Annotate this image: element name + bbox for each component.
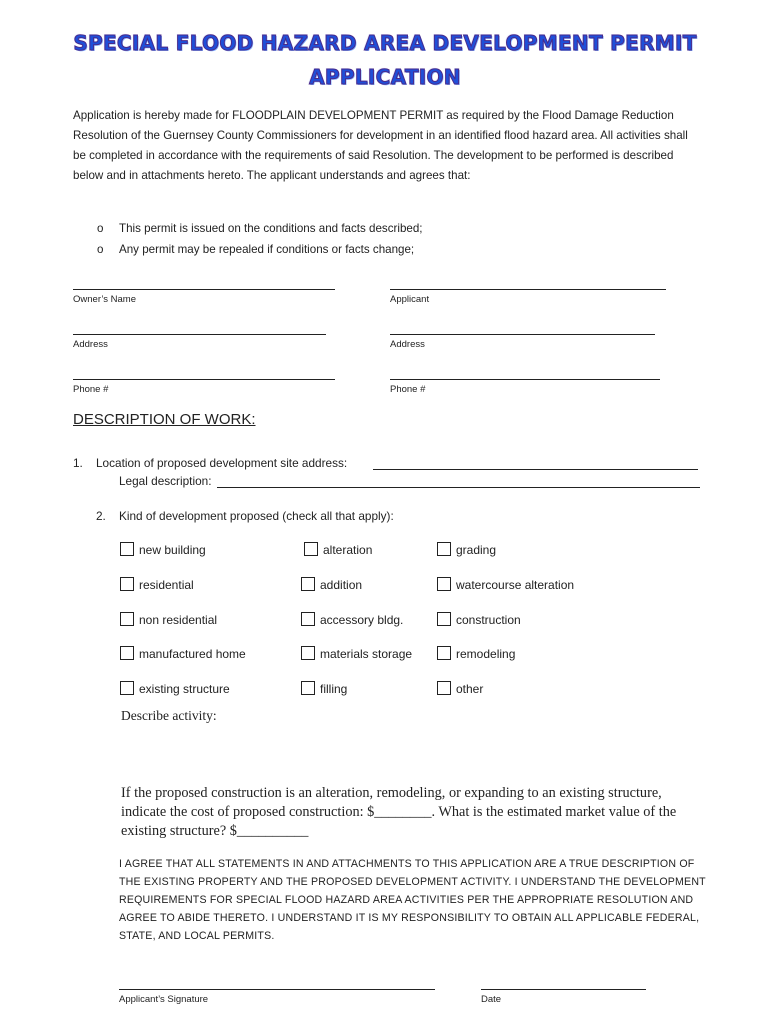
checkbox-remodeling[interactable]: [437, 646, 451, 660]
development-kind-label: Kind of development proposed (check all that apply):: [119, 509, 394, 523]
checkbox-existing-structure[interactable]: [120, 681, 134, 695]
owners-name-label: Owner’s Name: [73, 294, 137, 305]
checkbox-alteration[interactable]: [304, 542, 318, 556]
label-alteration: alteration: [323, 543, 373, 557]
checkbox-addition[interactable]: [301, 577, 315, 591]
cost-question-line1: If the proposed construction is an alteration, remodeling, or expanding to an existing structure,: [121, 785, 662, 801]
applicant-signature-field[interactable]: [119, 989, 435, 990]
label-manufactured-home: manufactured home: [139, 647, 246, 661]
checkbox-watercourse-alteration[interactable]: [437, 577, 451, 591]
checkbox-other[interactable]: [437, 681, 451, 695]
item2-number: 2.: [96, 509, 106, 523]
checkbox-materials-storage[interactable]: [301, 646, 315, 660]
cost-question-line2: indicate the cost of proposed construction: $________. What is the estimated market value of the: [121, 804, 677, 820]
site-address-label: Location of proposed development site address:: [96, 456, 348, 470]
label-addition: addition: [320, 578, 363, 592]
applicant-address-field[interactable]: [390, 334, 655, 335]
condition-text: Any permit may be repealed if conditions or facts change;: [119, 243, 415, 256]
label-non-residential: non residential: [139, 613, 218, 627]
checkbox-new-building[interactable]: [120, 542, 134, 556]
legal-description-field[interactable]: [217, 487, 700, 488]
label-other: other: [456, 682, 484, 696]
checkbox-non-residential[interactable]: [120, 612, 134, 626]
label-existing-structure: existing structure: [139, 682, 230, 696]
date-label: Date: [481, 994, 502, 1005]
bullet-mark: o: [97, 243, 104, 256]
owner-address-field[interactable]: [73, 334, 326, 335]
applicant-field[interactable]: [390, 289, 666, 290]
label-grading: grading: [456, 543, 497, 557]
label-filling: filling: [320, 682, 348, 696]
checkbox-accessory-bldg[interactable]: [301, 612, 315, 626]
legal-description-label: Legal description:: [119, 474, 212, 488]
checkbox-filling[interactable]: [301, 681, 315, 695]
applicant-label: Applicant: [390, 294, 430, 305]
description-heading: DESCRIPTION OF WORK:: [73, 411, 256, 428]
bullet-mark: o: [97, 222, 104, 235]
applicant-address-label: Address: [390, 339, 425, 350]
owner-phone-field[interactable]: [73, 379, 335, 380]
label-remodeling: remodeling: [456, 647, 516, 661]
label-construction: construction: [456, 613, 521, 627]
label-watercourse-alteration: watercourse alteration: [456, 578, 575, 592]
owner-phone-label: Phone #: [73, 384, 109, 395]
label-residential: residential: [139, 578, 194, 592]
item1-number: 1.: [73, 456, 83, 470]
form-title-line2: APPLICATION: [309, 65, 461, 89]
checkbox-manufactured-home[interactable]: [120, 646, 134, 660]
applicant-phone-field[interactable]: [390, 379, 660, 380]
describe-activity-label: Describe activity:: [121, 708, 217, 723]
owners-name-field[interactable]: [73, 289, 335, 290]
condition-text: This permit is issued on the conditions and facts described;: [119, 222, 423, 235]
checkbox-residential[interactable]: [120, 577, 134, 591]
form-title-line1: SPECIAL FLOOD HAZARD AREA DEVELOPMENT PERMIT: [73, 31, 697, 55]
site-address-field[interactable]: [373, 469, 698, 470]
label-new-building: new building: [139, 543, 206, 557]
applicant-phone-label: Phone #: [390, 384, 426, 395]
intro-paragraph: Application is hereby made for FLOODPLAIN DEVELOPMENT PERMIT as required by the Flood Damage Reduction Resolution of the Guernsey County Commissioners for development in an identified flood hazard area. All activities shall be completed in accordance with the requirements of said Resolution. The development to be performed is described below and in attachments hereto. The applicant understands and agrees that:: [73, 109, 688, 182]
date-field[interactable]: [481, 989, 646, 990]
label-materials-storage: materials storage: [320, 647, 413, 661]
checkbox-construction[interactable]: [437, 612, 451, 626]
agreement-statement: I AGREE THAT ALL STATEMENTS IN AND ATTACHMENTS TO THIS APPLICATION ARE A TRUE DESCRIPTION OF THE EXISTING PROPERTY AND THE PROPOSED DEVELOPMENT ACTIVITY. I UNDERSTAND THE DEVELOPMENT REQUIREMENTS FOR SPECIAL FLOOD HAZARD AREA ACTIVITIES PER THE APPROPRIATE RESOLUTION AND AGREE TO ABIDE THERETO. I UNDERSTAND IT IS MY RESPONSIBILITY TO OBTAIN ALL APPLICABLE FEDERAL, STATE, AND LOCAL PERMITS.: [119, 858, 706, 942]
label-accessory-bldg: accessory bldg.: [320, 613, 404, 627]
cost-question-line3: existing structure? $__________: [121, 823, 309, 839]
checkbox-grading[interactable]: [437, 542, 451, 556]
signature-label: Applicant’s Signature: [119, 994, 209, 1005]
owner-address-label: Address: [73, 339, 108, 350]
